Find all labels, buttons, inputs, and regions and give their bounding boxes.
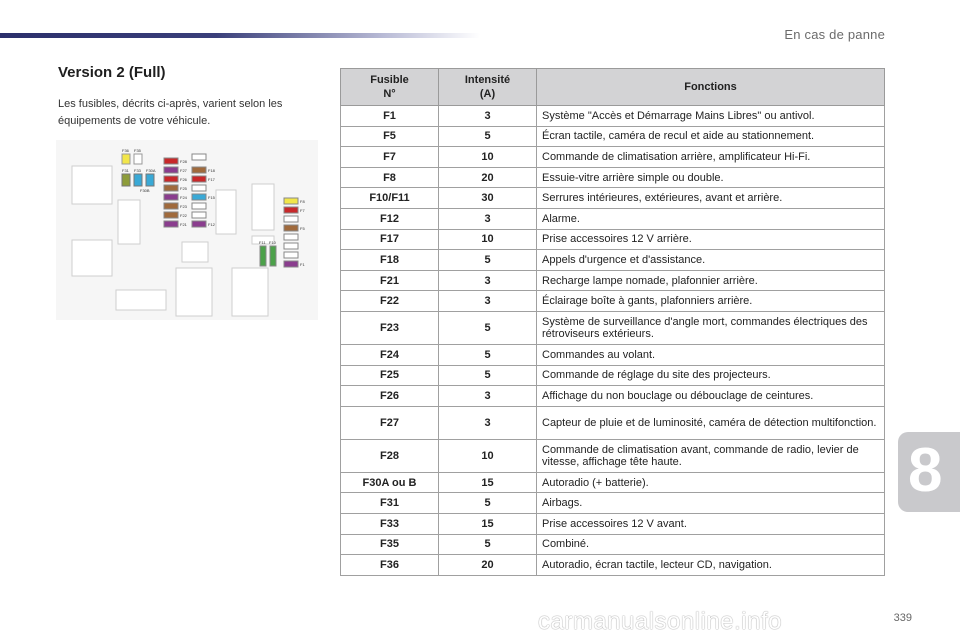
fuse-id: F26 bbox=[341, 386, 439, 407]
table-row bbox=[341, 126, 885, 147]
fuse-id: F12 bbox=[341, 208, 439, 229]
fuse-function: Affichage du non bouclage ou débouclage de ceintures. bbox=[537, 386, 885, 407]
fuse-function: Alarme. bbox=[537, 208, 885, 229]
fuse-amperage: 3 bbox=[439, 386, 537, 407]
fuse-table bbox=[340, 68, 885, 576]
table-row bbox=[341, 534, 885, 555]
watermark-text: carmanualsonline.info bbox=[538, 608, 782, 635]
table-row bbox=[341, 229, 885, 250]
fuse-function: Capteur de pluie et de luminosité, caméra de détection multifonction. bbox=[537, 406, 885, 439]
fuse-amperage: 3 bbox=[439, 106, 537, 127]
fuse-function: Airbags. bbox=[537, 493, 885, 514]
fuse-id: F21 bbox=[341, 270, 439, 291]
fuse-id: F25 bbox=[341, 365, 439, 386]
header-amperage: Intensité (A) bbox=[439, 69, 537, 106]
header-fuse: Fusible N° bbox=[341, 69, 439, 106]
fuse-id: F18 bbox=[341, 250, 439, 271]
table-row bbox=[341, 386, 885, 407]
fuse-id: F31 bbox=[341, 493, 439, 514]
diagram-label: F5 bbox=[300, 226, 305, 231]
fuse-function: Commande de réglage du site des projecteurs. bbox=[537, 365, 885, 386]
diagram-label: F8 bbox=[300, 199, 305, 204]
fuse-function: Recharge lampe nomade, plafonnier arrière. bbox=[537, 270, 885, 291]
fuse-function: Système de surveillance d'angle mort, commandes électriques des rétroviseurs extérieurs. bbox=[537, 311, 885, 344]
fuse-amperage: 3 bbox=[439, 406, 537, 439]
diagram-label: F10 bbox=[269, 240, 276, 245]
fuse-id: F10/F11 bbox=[341, 188, 439, 209]
fuse-id: F30A ou B bbox=[341, 472, 439, 493]
fuse-amperage: 20 bbox=[439, 555, 537, 576]
fuse-id: F8 bbox=[341, 167, 439, 188]
fuse-amperage: 5 bbox=[439, 250, 537, 271]
table-row bbox=[341, 270, 885, 291]
fuse-function: Autoradio (+ batterie). bbox=[537, 472, 885, 493]
diagram-label: F33 bbox=[134, 168, 141, 173]
section-label: En cas de panne bbox=[784, 27, 885, 42]
fuse-function: Écran tactile, caméra de recul et aide au stationnement. bbox=[537, 126, 885, 147]
fuse-amperage: 3 bbox=[439, 291, 537, 312]
diagram-label: F31 bbox=[122, 168, 129, 173]
fuse-id: F28 bbox=[341, 439, 439, 472]
fuse-amperage: 10 bbox=[439, 439, 537, 472]
diagram-label: F27 bbox=[180, 168, 187, 173]
fuse-amperage: 30 bbox=[439, 188, 537, 209]
diagram-label: F25 bbox=[180, 186, 187, 191]
table-header-row bbox=[341, 69, 885, 106]
page-number: 339 bbox=[893, 612, 912, 624]
fuse-id: F23 bbox=[341, 311, 439, 344]
diagram-label: F11 bbox=[259, 240, 266, 245]
fuse-function: Serrures intérieures, extérieures, avant et arrière. bbox=[537, 188, 885, 209]
fuse-amperage: 15 bbox=[439, 472, 537, 493]
header-functions: Fonctions bbox=[537, 69, 885, 106]
fuse-amperage: 5 bbox=[439, 534, 537, 555]
fuse-id: F27 bbox=[341, 406, 439, 439]
fuse-function: Prise accessoires 12 V arrière. bbox=[537, 229, 885, 250]
diagram-label: F21 bbox=[180, 222, 187, 227]
diagram-label: F30B bbox=[140, 188, 150, 193]
diagram-label: F7 bbox=[300, 208, 305, 213]
fuse-amperage: 20 bbox=[439, 167, 537, 188]
fuse-id: F5 bbox=[341, 126, 439, 147]
fuse-id: F24 bbox=[341, 344, 439, 365]
table-row bbox=[341, 291, 885, 312]
table-row bbox=[341, 406, 885, 439]
fuse-amperage: 15 bbox=[439, 513, 537, 534]
chapter-tab bbox=[898, 432, 960, 512]
fuse-id: F17 bbox=[341, 229, 439, 250]
table-row bbox=[341, 106, 885, 127]
page-title: Version 2 (Full) bbox=[58, 64, 166, 81]
diagram-label: F36 bbox=[122, 148, 129, 153]
diagram-label: F30A bbox=[146, 168, 156, 173]
diagram-label: F24 bbox=[180, 195, 187, 200]
diagram-label: F18 bbox=[208, 168, 215, 173]
fuse-function: Combiné. bbox=[537, 534, 885, 555]
table-row bbox=[341, 167, 885, 188]
table-row bbox=[341, 147, 885, 168]
fuse-amperage: 5 bbox=[439, 311, 537, 344]
diagram-label: F17 bbox=[208, 177, 215, 182]
fuse-amperage: 3 bbox=[439, 270, 537, 291]
fuse-id: F22 bbox=[341, 291, 439, 312]
table-row bbox=[341, 493, 885, 514]
fuse-amperage: 5 bbox=[439, 493, 537, 514]
table-row bbox=[341, 208, 885, 229]
fuse-amperage: 10 bbox=[439, 229, 537, 250]
fuse-function: Essuie-vitre arrière simple ou double. bbox=[537, 167, 885, 188]
diagram-label: F12 bbox=[208, 222, 215, 227]
table-row bbox=[341, 513, 885, 534]
diagram-label: F35 bbox=[134, 148, 141, 153]
intro-text: Les fusibles, décrits ci-après, varient selon les équipements de votre véhicule. bbox=[58, 98, 283, 127]
fuse-id: F1 bbox=[341, 106, 439, 127]
fuse-id: F7 bbox=[341, 147, 439, 168]
table-row bbox=[341, 365, 885, 386]
diagram-label: F26 bbox=[180, 177, 187, 182]
header-accent-bar bbox=[0, 33, 480, 38]
table-row bbox=[341, 311, 885, 344]
table-row bbox=[341, 250, 885, 271]
fuse-amperage: 5 bbox=[439, 344, 537, 365]
chapter-number: 8 bbox=[908, 436, 943, 505]
fuse-function: Autoradio, écran tactile, lecteur CD, navigation. bbox=[537, 555, 885, 576]
fuse-function: Prise accessoires 12 V avant. bbox=[537, 513, 885, 534]
table-row bbox=[341, 439, 885, 472]
fuse-amperage: 10 bbox=[439, 147, 537, 168]
fuse-function: Appels d'urgence et d'assistance. bbox=[537, 250, 885, 271]
table-row bbox=[341, 188, 885, 209]
diagram-label: F23 bbox=[180, 204, 187, 209]
fuse-box-diagram bbox=[56, 140, 318, 320]
fuse-id: F36 bbox=[341, 555, 439, 576]
table-row bbox=[341, 344, 885, 365]
table-row bbox=[341, 472, 885, 493]
fuse-function: Éclairage boîte à gants, plafonniers arrière. bbox=[537, 291, 885, 312]
fuse-amperage: 5 bbox=[439, 365, 537, 386]
fuse-function: Système "Accès et Démarrage Mains Libres" ou antivol. bbox=[537, 106, 885, 127]
table-row bbox=[341, 555, 885, 576]
diagram-label: F15 bbox=[208, 195, 215, 200]
fuse-id: F35 bbox=[341, 534, 439, 555]
diagram-label: F28 bbox=[180, 159, 187, 164]
fuse-amperage: 3 bbox=[439, 208, 537, 229]
fuse-function: Commandes au volant. bbox=[537, 344, 885, 365]
fuse-amperage: 5 bbox=[439, 126, 537, 147]
fuse-function: Commande de climatisation arrière, amplificateur Hi-Fi. bbox=[537, 147, 885, 168]
diagram-label: F22 bbox=[180, 213, 187, 218]
fuse-id: F33 bbox=[341, 513, 439, 534]
diagram-label: F1 bbox=[300, 262, 305, 267]
fuse-function: Commande de climatisation avant, commande de radio, levier de vitesse, affichage tête haute. bbox=[537, 439, 885, 472]
